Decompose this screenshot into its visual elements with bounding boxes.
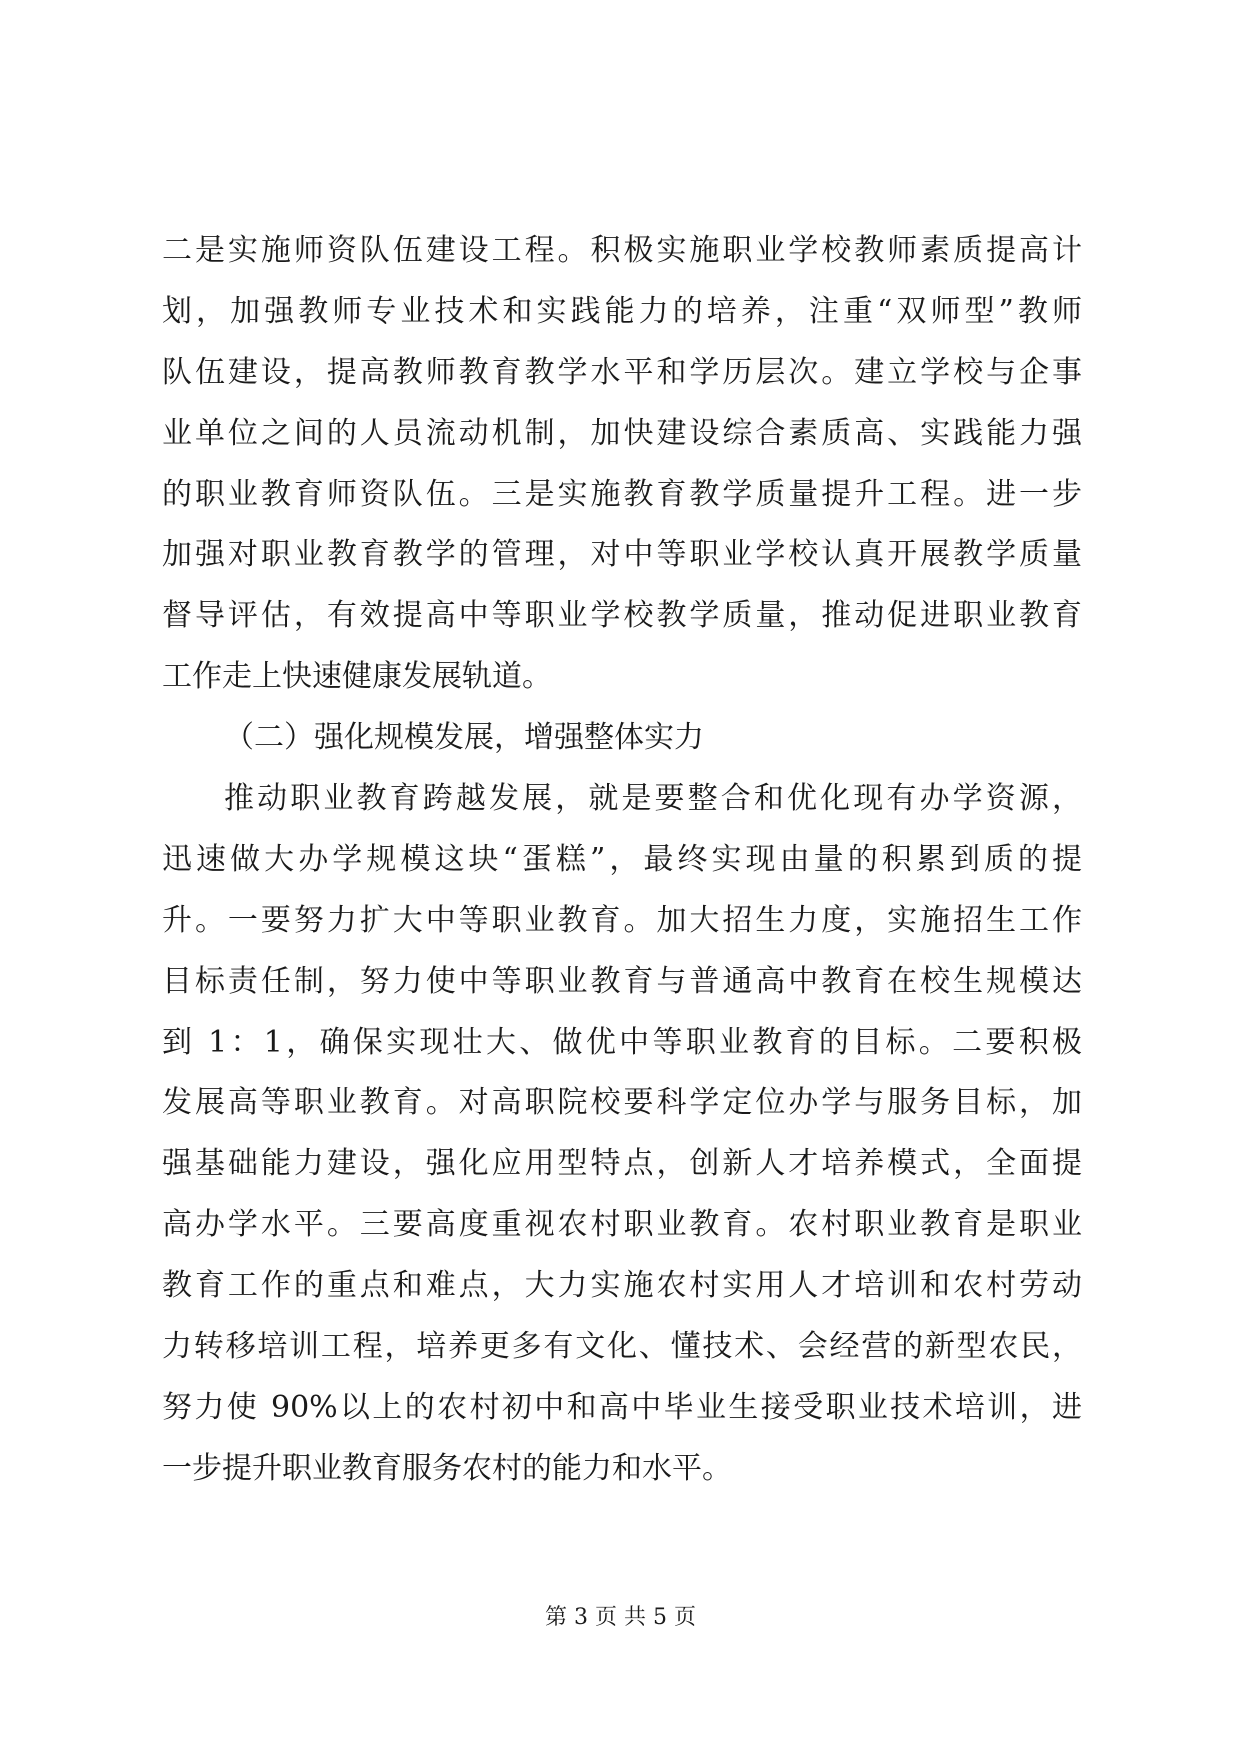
text-line: 力转移培训工程，培养更多有文化、懂技术、会经营的新型农民， — [162, 1329, 1082, 1365]
section-heading-text: （二）强化规模发展，增强整体实力 — [224, 720, 704, 756]
text-line: 工作走上快速健康发展轨道。 — [162, 659, 552, 695]
text-line: 强基础能力建设，强化应用型特点，创新人才培养模式，全面提 — [162, 1146, 1082, 1182]
text-line: 的职业教育师资队伍。三是实施教育教学质量提升工程。进一步 — [162, 476, 1082, 512]
paragraph-teacher-team — [162, 221, 1082, 708]
text-line: 督导评估，有效提高中等职业学校教学质量，推动促进职业教育 — [162, 598, 1082, 634]
text-line: 目标责任制，努力使中等职业教育与普通高中教育在校生规模达 — [162, 963, 1082, 999]
section-heading — [162, 708, 1082, 769]
text-line: 努力使 90%以上的农村初中和高中毕业生接受职业技术培训，进 — [162, 1389, 1082, 1425]
text-line: 业单位之间的人员流动机制，加快建设综合素质高、实践能力强 — [162, 415, 1082, 451]
text-line: 队伍建设，提高教师教育教学水平和学历层次。建立学校与企事 — [162, 354, 1082, 390]
text-line: 升。一要努力扩大中等职业教育。加大招生力度，实施招生工作 — [162, 902, 1082, 938]
document-body — [162, 221, 1082, 1500]
text-line: 教育工作的重点和难点，大力实施农村实用人才培训和农村劳动 — [162, 1268, 1082, 1304]
paragraph-scale-development — [162, 769, 1082, 1500]
text-line: 迅速做大办学规模这块“蛋糕”，最终实现由量的积累到质的提 — [162, 841, 1082, 877]
text-line: 发展高等职业教育。对高职院校要科学定位办学与服务目标，加 — [162, 1085, 1082, 1121]
text-line: 到 1：1，确保实现壮大、做优中等职业教育的目标。二要积极 — [162, 1024, 1082, 1060]
text-line: 推动职业教育跨越发展，就是要整合和优化现有办学资源， — [224, 781, 1082, 817]
text-line: 二是实施师资队伍建设工程。积极实施职业学校教师素质提高计 — [162, 233, 1082, 268]
text-line: 划，加强教师专业技术和实践能力的培养，注重“双师型”教师 — [162, 293, 1082, 329]
text-line: 加强对职业教育教学的管理，对中等职业学校认真开展教学质量 — [162, 537, 1082, 573]
text-line: 高办学水平。三要高度重视农村职业教育。农村职业教育是职业 — [162, 1207, 1082, 1243]
page-number-footer: 第 3 页 共 5 页 — [545, 1605, 696, 1630]
text-line: 一步提升职业教育服务农村的能力和水平。 — [162, 1450, 732, 1486]
